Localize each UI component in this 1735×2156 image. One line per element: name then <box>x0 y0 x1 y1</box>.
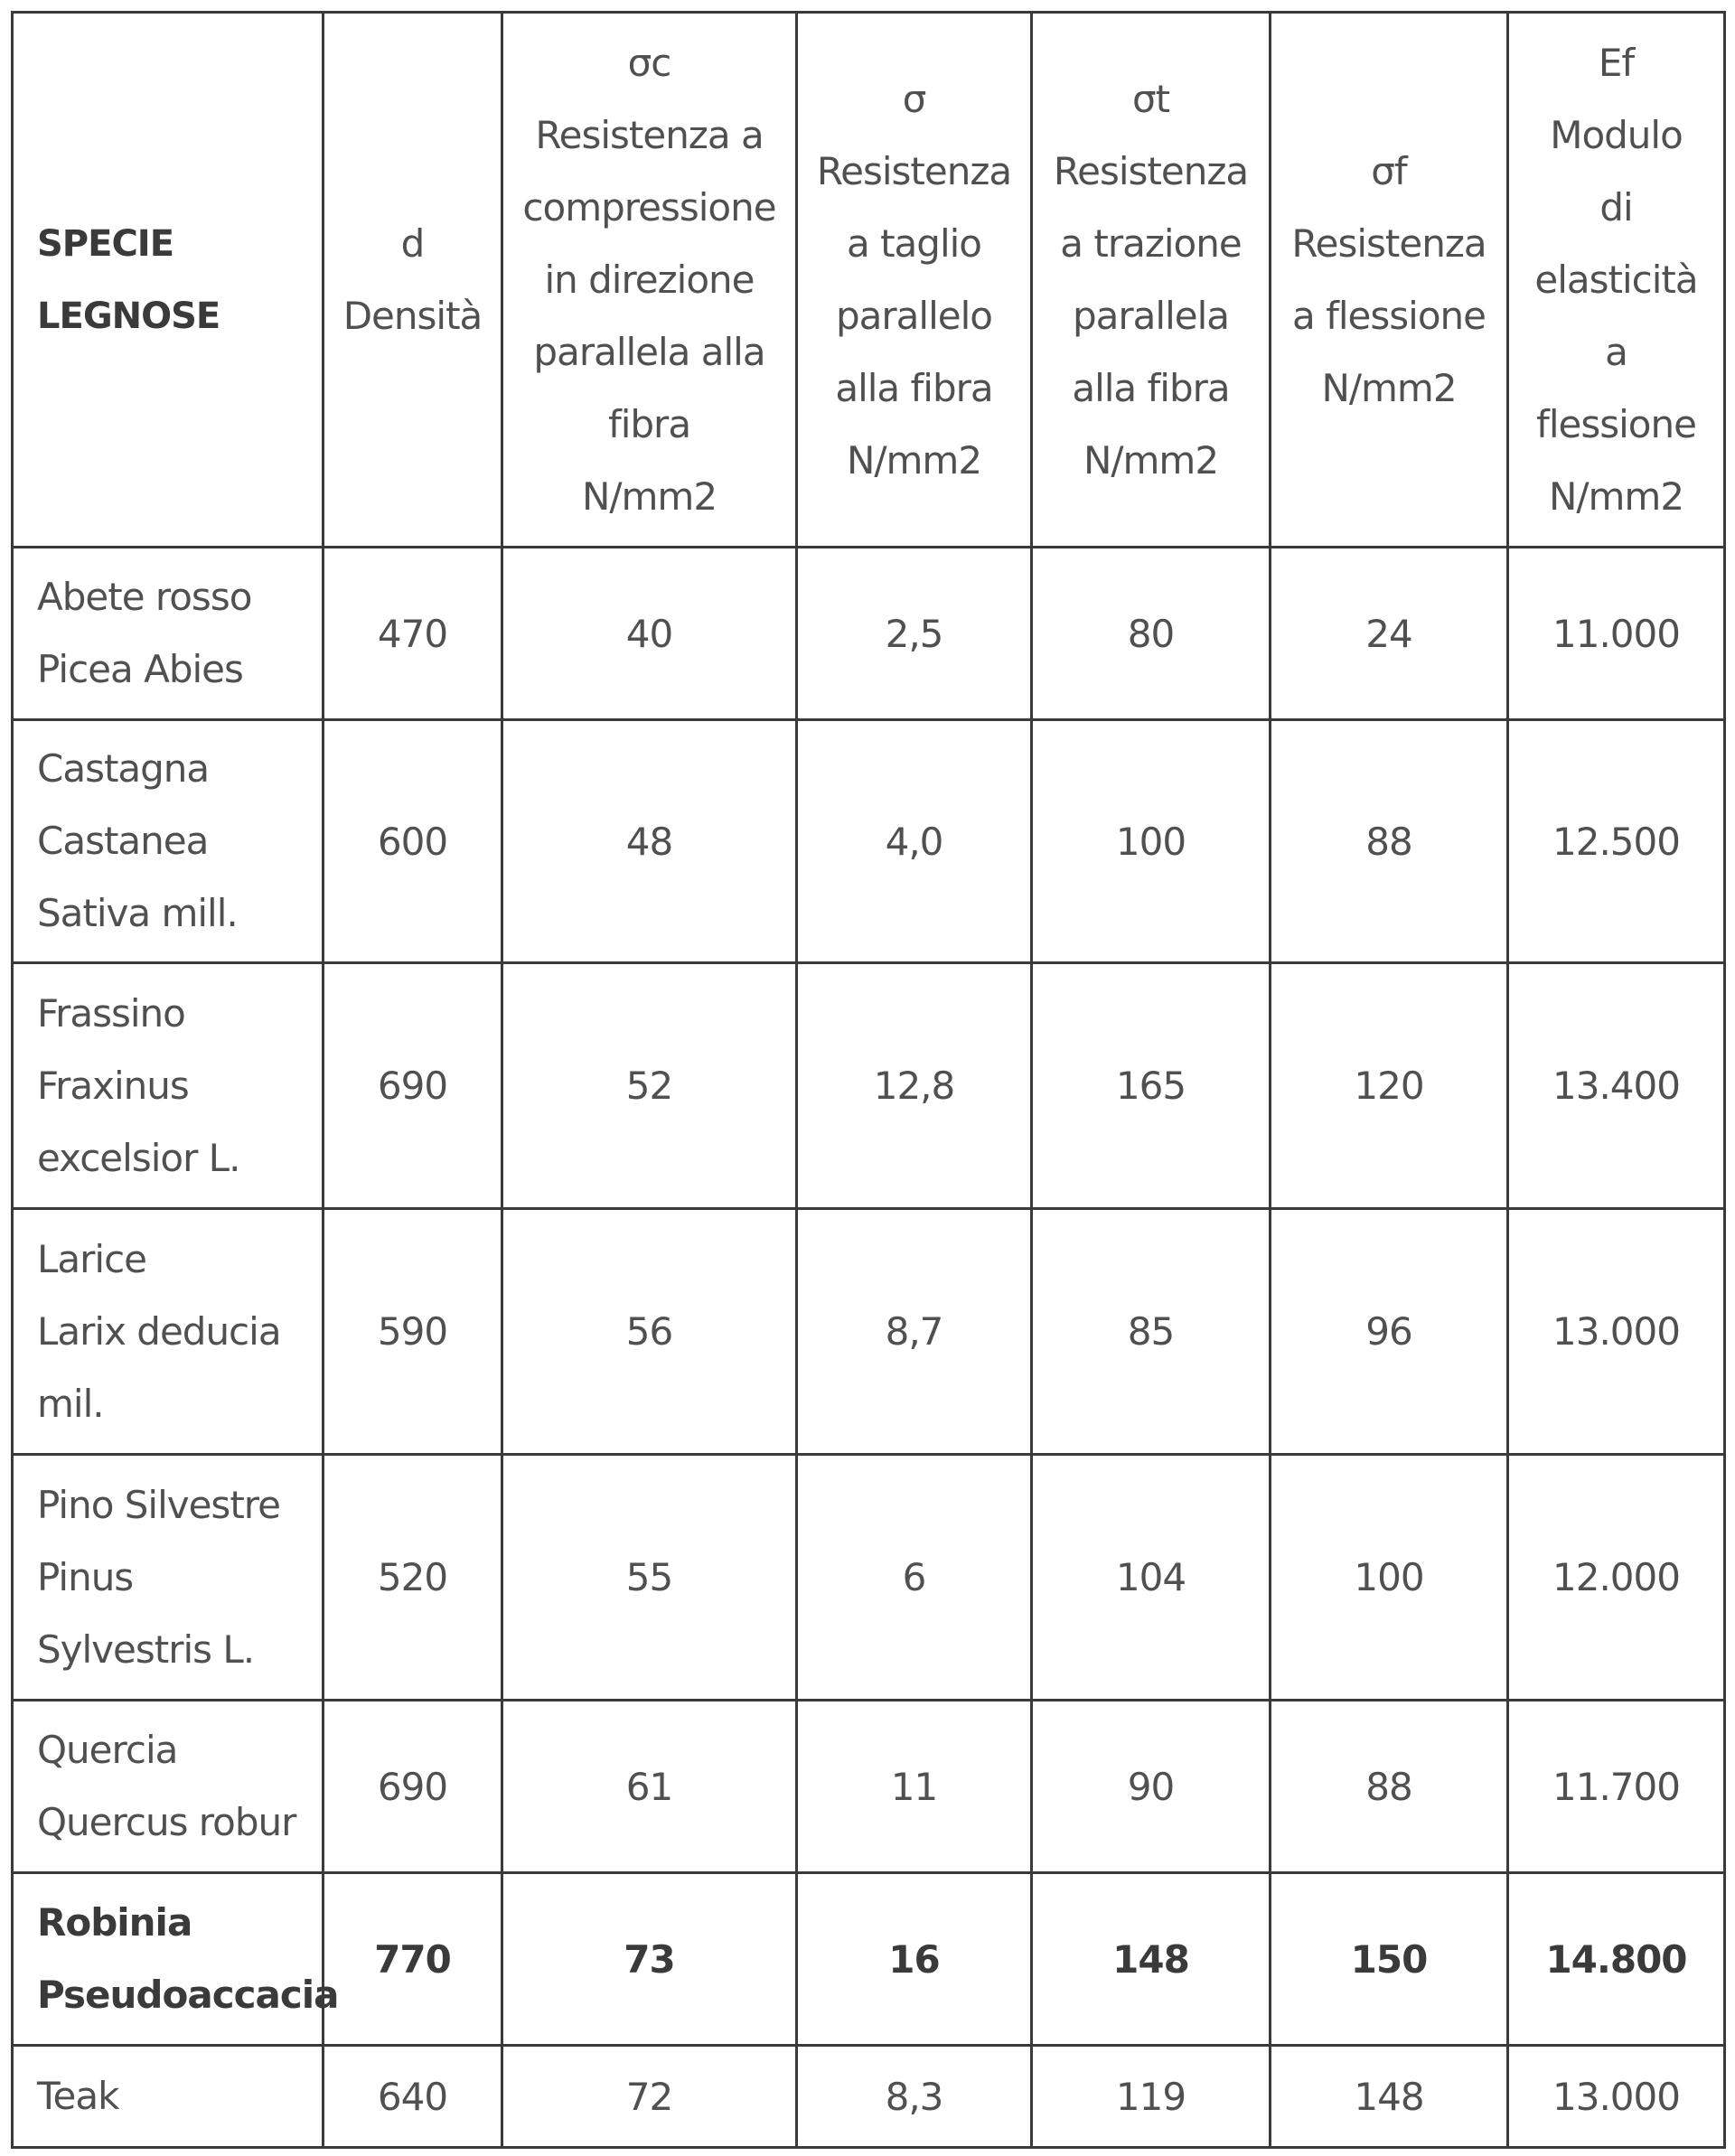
species-cell <box>13 720 324 963</box>
elastic-modulus-cell: 13.400 <box>1508 963 1725 1209</box>
header-line: N/mm2 <box>1083 437 1219 483</box>
species-name-line: mil. <box>37 1381 104 1426</box>
table-row <box>13 1455 1725 1701</box>
header-line: a <box>1605 329 1627 374</box>
header-line: alla fibra <box>835 365 993 410</box>
species-name-line: Fraxinus <box>37 1063 189 1108</box>
species-cell <box>13 1873 339 2046</box>
species-name-line: Sativa mill. <box>37 891 238 935</box>
header-line: σt <box>1131 76 1170 121</box>
density-cell: 690 <box>324 963 502 1209</box>
table-row <box>13 1873 1725 2046</box>
table-header <box>13 13 1725 548</box>
tensile-cell: 104 <box>1032 1455 1271 1701</box>
density-cell: 590 <box>324 1209 502 1455</box>
header-line: σf <box>1371 148 1407 193</box>
bending-cell: 120 <box>1271 963 1508 1209</box>
shear-cell: 4,0 <box>797 720 1032 963</box>
bending-cell: 24 <box>1271 548 1508 720</box>
header-line: Densità <box>342 293 483 338</box>
header-line: parallela alla <box>533 329 765 374</box>
header-line: Ef <box>1598 40 1635 85</box>
header-shear-strength <box>797 13 1032 548</box>
header-line: Resistenza <box>816 148 1012 193</box>
species-cell <box>13 963 324 1209</box>
species-name-line: Larice <box>37 1236 147 1281</box>
header-line: a taglio <box>847 220 981 266</box>
header-line: Resistenza <box>1053 148 1249 193</box>
shear-cell: 16 <box>797 1873 1032 2046</box>
header-line: elasticità <box>1534 257 1698 302</box>
species-name-line: Pseudoaccacia <box>37 1973 339 2017</box>
density-cell: 770 <box>324 1873 502 2046</box>
shear-cell: 6 <box>797 1455 1032 1701</box>
table-row <box>13 963 1725 1209</box>
table-row <box>13 548 1725 720</box>
header-elastic-modulus <box>1508 13 1725 548</box>
header-line: parallela <box>1073 293 1229 338</box>
wood-species-properties-table <box>11 11 1726 2149</box>
tensile-cell: 85 <box>1032 1209 1271 1455</box>
compression-cell: 40 <box>502 548 797 720</box>
header-row <box>13 13 1725 548</box>
header-compression-strength <box>502 13 797 548</box>
bending-cell: 150 <box>1271 1873 1508 2046</box>
compression-cell: 52 <box>502 963 797 1209</box>
bending-cell: 148 <box>1271 2046 1508 2148</box>
header-line: in direzione <box>544 257 755 302</box>
shear-cell: 8,7 <box>797 1209 1032 1455</box>
header-line: flessione <box>1536 401 1696 446</box>
header-line: fibra <box>607 401 691 446</box>
header-bending-strength <box>1271 13 1508 548</box>
header-line: di <box>1599 184 1633 230</box>
header-species <box>13 13 324 548</box>
density-cell: 690 <box>324 1701 502 1873</box>
species-cell <box>13 548 324 720</box>
header-line: N/mm2 <box>581 473 717 519</box>
elastic-modulus-cell: 13.000 <box>1508 1209 1725 1455</box>
tensile-cell: 90 <box>1032 1701 1271 1873</box>
density-cell: 520 <box>324 1455 502 1701</box>
species-name-line: Robinia <box>37 1900 192 1945</box>
compression-cell: 61 <box>502 1701 797 1873</box>
bending-cell: 88 <box>1271 1701 1508 1873</box>
species-name-line: Quercus robur <box>37 1800 296 1844</box>
compression-cell: 55 <box>502 1455 797 1701</box>
species-name-line: Abete rosso <box>37 575 252 619</box>
tensile-cell: 80 <box>1032 548 1271 720</box>
species-name-line: Pino Silvestre <box>37 1482 280 1527</box>
species-cell <box>13 1455 324 1701</box>
header-density <box>324 13 502 548</box>
elastic-modulus-cell: 13.000 <box>1508 2046 1725 2148</box>
table-row <box>13 1209 1725 1455</box>
compression-cell: 73 <box>502 1873 797 2046</box>
header-line: σc <box>627 40 671 85</box>
header-line: a flessione <box>1292 293 1486 338</box>
header-line: d <box>400 220 425 266</box>
table-row <box>13 1701 1725 1873</box>
species-cell <box>13 1701 324 1873</box>
species-cell <box>13 2046 324 2148</box>
header-line: a trazione <box>1060 220 1242 266</box>
header-line: N/mm2 <box>1548 473 1684 519</box>
species-cell <box>13 1209 324 1455</box>
shear-cell: 8,3 <box>797 2046 1032 2148</box>
bending-cell: 88 <box>1271 720 1508 963</box>
density-cell: 470 <box>324 548 502 720</box>
header-line: SPECIE <box>37 222 174 265</box>
species-name-line: Frassino <box>37 990 185 1036</box>
header-line: LEGNOSE <box>37 295 220 337</box>
table-row <box>13 2046 1725 2148</box>
species-name-line: Larix deducia <box>37 1308 281 1354</box>
table-body <box>13 548 1725 2148</box>
header-line: Modulo <box>1550 112 1683 157</box>
header-line: σ <box>902 76 926 121</box>
header-line: compressione <box>522 184 776 230</box>
shear-cell: 12,8 <box>797 963 1032 1209</box>
tensile-cell: 165 <box>1032 963 1271 1209</box>
density-cell: 600 <box>324 720 502 963</box>
table-row <box>13 720 1725 963</box>
header-line: Resistenza <box>1291 220 1486 266</box>
density-cell: 640 <box>324 2046 502 2148</box>
species-name-line: Pinus <box>37 1554 134 1599</box>
header-line: N/mm2 <box>846 437 982 483</box>
compression-cell: 72 <box>502 2046 797 2148</box>
elastic-modulus-cell: 12.500 <box>1508 720 1725 963</box>
tensile-cell: 100 <box>1032 720 1271 963</box>
species-name-line: Sylvestris L. <box>37 1626 255 1672</box>
header-line: alla fibra <box>1072 365 1230 410</box>
header-line: N/mm2 <box>1321 365 1457 410</box>
species-name-line: Castagna <box>37 746 210 791</box>
header-line: Resistenza a <box>535 112 764 157</box>
elastic-modulus-cell: 11.000 <box>1508 548 1725 720</box>
elastic-modulus-cell: 14.800 <box>1508 1873 1725 2046</box>
tensile-cell: 148 <box>1032 1873 1271 2046</box>
species-name-line: excelsior L. <box>37 1135 240 1180</box>
elastic-modulus-cell: 12.000 <box>1508 1455 1725 1701</box>
header-line: parallelo <box>836 293 992 338</box>
species-name-line: Picea Abies <box>37 647 243 691</box>
shear-cell: 11 <box>797 1701 1032 1873</box>
compression-cell: 56 <box>502 1209 797 1455</box>
tensile-cell: 119 <box>1032 2046 1271 2148</box>
bending-cell: 96 <box>1271 1209 1508 1455</box>
compression-cell: 48 <box>502 720 797 963</box>
species-name-line: Teak <box>37 2074 119 2118</box>
elastic-modulus-cell: 11.700 <box>1508 1701 1725 1873</box>
bending-cell: 100 <box>1271 1455 1508 1701</box>
shear-cell: 2,5 <box>797 548 1032 720</box>
species-name-line: Castanea <box>37 819 209 863</box>
species-name-line: Quercia <box>37 1728 178 1772</box>
header-tensile-strength <box>1032 13 1271 548</box>
